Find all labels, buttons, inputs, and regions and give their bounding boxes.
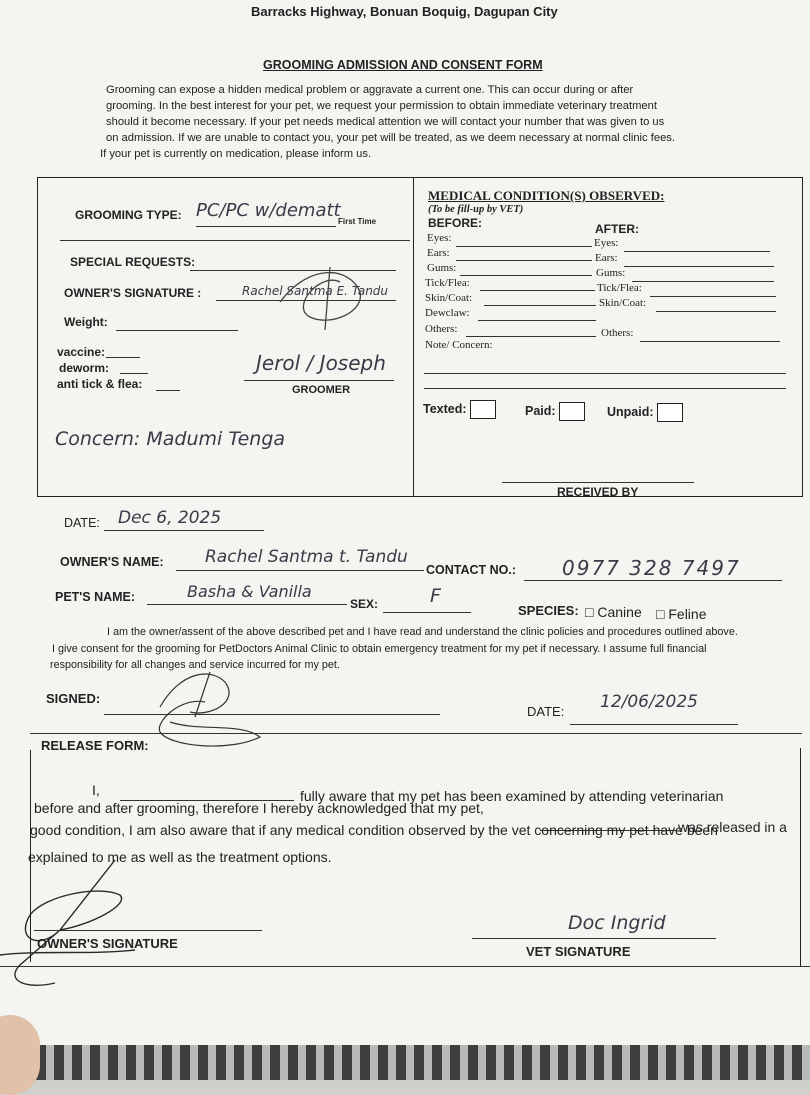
owner-name-value[interactable]: Rachel Santma t. Tandu	[205, 547, 408, 567]
pet-name-value[interactable]: Basha & Vanilla	[187, 582, 312, 601]
intro-line: Grooming can expose a hidden medical problem or aggravate a current one. This can occur during or after	[106, 84, 634, 96]
consent-line-1: I am the owner/assent of the above described pet and I have read and understand the clinic policies and procedures outlined above.	[107, 626, 738, 638]
special-requests-label: SPECIAL REQUESTS:	[70, 255, 196, 269]
owner-release-signature-label: OWNER'S SIGNATURE	[37, 936, 178, 951]
after-label: AFTER:	[595, 222, 639, 236]
owner-signature-label: OWNER'S SIGNATURE :	[64, 286, 202, 300]
before-dewclaw-field[interactable]	[478, 320, 596, 321]
after-tick-label: Tick/Flea:	[597, 282, 642, 294]
note-line-2[interactable]	[424, 388, 786, 389]
signature-scribble-icon	[270, 262, 380, 332]
sex-value[interactable]: F	[430, 585, 441, 607]
texted-label	[423, 400, 496, 419]
before-tick-label: Tick/Flea:	[425, 277, 470, 289]
release-line-1-rest: fully aware that my pet has been examined by attending veterinarian	[300, 788, 724, 804]
release-top-line	[30, 733, 802, 734]
release-line-1	[92, 780, 100, 800]
owner-name-label: OWNER'S NAME:	[60, 555, 164, 569]
before-skin-field[interactable]	[484, 305, 596, 306]
paid-checkbox[interactable]	[559, 402, 585, 421]
before-gums-field[interactable]	[460, 275, 592, 276]
contact-value[interactable]: 0977 328 7497	[562, 556, 741, 580]
canine-label: Canine	[597, 604, 642, 620]
weight-field[interactable]	[116, 330, 238, 331]
owner-name-line	[176, 570, 424, 571]
medical-heading: MEDICAL CONDITION(S) OBSERVED:	[428, 188, 665, 203]
owner-release-scribble-icon	[0, 855, 145, 995]
sex-line	[383, 612, 471, 613]
signed-date-line	[570, 724, 738, 725]
unpaid-checkbox[interactable]	[657, 403, 683, 422]
after-eyes-label: Eyes:	[594, 237, 619, 249]
received-by-line[interactable]	[502, 482, 694, 483]
release-line-2-rest: was released in a	[678, 819, 787, 835]
canine-checkbox-icon: □	[585, 604, 594, 620]
note-concern-label: Note/ Concern:	[425, 339, 493, 351]
grooming-type-label: GROOMING TYPE:	[75, 208, 182, 222]
after-skin-field[interactable]	[656, 311, 776, 312]
grooming-divider	[60, 240, 410, 241]
first-time-label: First Time	[338, 217, 377, 226]
medical-subheading: (To be fill-up by VET)	[428, 204, 524, 215]
release-i-label: I,	[92, 782, 100, 798]
vaccine-field[interactable]	[106, 357, 140, 358]
anti-tick-label: anti tick & flea:	[57, 377, 143, 391]
contact-label: CONTACT NO.:	[426, 563, 517, 577]
after-gums-field[interactable]	[632, 281, 774, 282]
after-skin-label: Skin/Coat:	[599, 297, 647, 309]
date-value[interactable]: Dec 6, 2025	[118, 508, 222, 528]
sex-label: SEX:	[350, 597, 379, 611]
weight-label: Weight:	[64, 315, 108, 329]
consent-line-3: responsibility for all changes and service incurred for my pet.	[50, 659, 340, 671]
after-others-label: Others:	[601, 327, 634, 339]
signed-label: SIGNED:	[46, 691, 101, 706]
intro-line: grooming. In the best interest for your pet, we request your permission to obtain immediate veterinary treatment	[106, 100, 657, 112]
anti-tick-field[interactable]	[156, 390, 180, 391]
signed-date-value[interactable]: 12/06/2025	[600, 692, 698, 712]
species-canine-option[interactable]	[585, 604, 642, 620]
before-gums-label: Gums:	[427, 262, 457, 274]
vet-signature-value[interactable]: Doc Ingrid	[568, 912, 666, 934]
signed-scribble-icon	[150, 662, 275, 752]
release-line-4: explained to me as well as the treatment options.	[28, 849, 332, 865]
species-label: SPECIES:	[518, 603, 579, 618]
background-strip	[0, 1045, 810, 1080]
grooming-type-line	[196, 226, 336, 227]
feline-label: Feline	[668, 606, 707, 622]
before-ears-label: Ears:	[427, 247, 450, 259]
before-ears-field[interactable]	[456, 260, 592, 261]
after-eyes-field[interactable]	[624, 251, 770, 252]
box-divider	[413, 177, 414, 497]
before-skin-label: Skin/Coat:	[425, 292, 473, 304]
pet-name-label: PET'S NAME:	[55, 590, 136, 604]
pet-name-line	[147, 604, 347, 605]
before-label: BEFORE:	[428, 216, 482, 230]
owner-release-line[interactable]	[34, 930, 262, 931]
concern-text: Concern: Madumi Tenga	[55, 428, 286, 450]
paid-label	[525, 402, 585, 421]
paid-text: Paid:	[525, 403, 556, 418]
intro-line: If your pet is currently on medication, please inform us.	[100, 148, 372, 160]
clinic-address: Barracks Highway, Bonuan Boquig, Dagupan City	[251, 4, 558, 19]
owner-signature-value[interactable]: Rachel Santma E. Tandu	[242, 284, 389, 298]
consent-line-2: I give consent for the grooming for PetDoctors Animal Clinic to obtain emergency treatment for my pet if necessary. I assume full financial	[52, 643, 707, 655]
feline-checkbox-icon: □	[656, 606, 665, 622]
form-title: GROOMING ADMISSION AND CONSENT FORM	[263, 58, 543, 72]
texted-checkbox[interactable]	[470, 400, 496, 419]
note-line-1[interactable]	[424, 373, 786, 374]
vaccine-label: vaccine:	[57, 345, 106, 359]
intro-line: should it become necessary. If your pet needs medical attention we will contact your number that was given to us	[106, 116, 665, 128]
release-line-2: before and after grooming, therefore I hereby acknowledged that my pet,	[34, 800, 484, 816]
received-by-label: RECEIVED BY	[557, 485, 639, 499]
intro-paragraph	[100, 82, 675, 162]
signed-date-label: DATE:	[527, 704, 565, 719]
before-others-label: Others:	[425, 323, 458, 335]
before-eyes-field[interactable]	[456, 246, 592, 247]
contact-line	[524, 580, 782, 581]
before-dewclaw-label: Dewclaw:	[425, 307, 470, 319]
groomer-value[interactable]: Jerol / Joseph	[256, 351, 386, 375]
after-tick-field[interactable]	[650, 296, 776, 297]
release-bottom-line	[0, 966, 810, 967]
intro-line: on admission. If we are unable to contact you, your pet will be treated, as we deem necessary at normal clinic fees.	[106, 132, 675, 144]
grooming-type-value[interactable]: PC/PC w/dematt	[196, 200, 341, 221]
release-line-3: good condition, I am also aware that if any medical condition observed by the vet concerning my pet have been	[30, 822, 718, 838]
after-ears-field[interactable]	[624, 266, 774, 267]
vet-signature-label: VET SIGNATURE	[526, 944, 631, 959]
deworm-field[interactable]	[120, 373, 148, 374]
before-eyes-label: Eyes:	[427, 232, 452, 244]
species-feline-option[interactable]	[656, 606, 707, 622]
after-ears-label: Ears:	[595, 252, 618, 264]
before-others-field[interactable]	[466, 336, 596, 337]
groomer-line	[244, 380, 394, 381]
date-label: DATE:	[64, 516, 100, 530]
after-gums-label: Gums:	[596, 267, 626, 279]
unpaid-text: Unpaid:	[607, 404, 654, 419]
vet-signature-line	[472, 938, 716, 939]
after-others-field[interactable]	[640, 341, 780, 342]
groomer-label: GROOMER	[292, 384, 351, 396]
release-right-border	[800, 748, 801, 966]
texted-text: Texted:	[423, 401, 467, 416]
deworm-label: deworm:	[59, 361, 110, 375]
thumb-image	[0, 1015, 40, 1095]
before-tick-field[interactable]	[480, 290, 595, 291]
date-line	[104, 530, 264, 531]
release-heading: RELEASE FORM:	[41, 738, 149, 753]
unpaid-label	[607, 403, 683, 422]
